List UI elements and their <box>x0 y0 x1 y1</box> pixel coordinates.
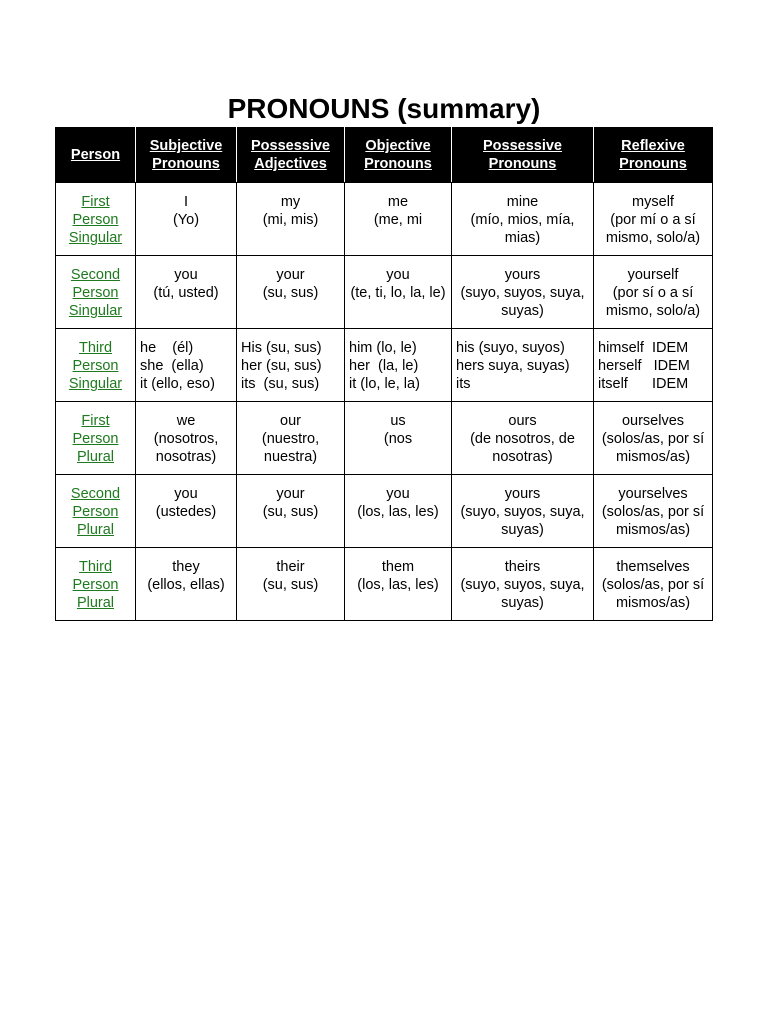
objective-cell: him (lo, le) her (la, le) it (lo, le, la) <box>345 329 452 402</box>
subjective-cell: he (él) she (ella) it (ello, eso) <box>136 329 237 402</box>
person-link-first-person-plural[interactable]: First Person Plural <box>56 402 136 475</box>
possessive-adjective-cell: our (nuestro, nuestra) <box>237 402 345 475</box>
possessive-pronoun-cell: yours (suyo, suyos, suya, suyas) <box>452 256 594 329</box>
header-reflexive-pronouns: Reflexive Pronouns <box>594 128 713 183</box>
table-row <box>56 402 713 475</box>
possessive-adjective-cell: your (su, sus) <box>237 475 345 548</box>
possessive-pronoun-cell: yours (suyo, suyos, suya, suyas) <box>452 475 594 548</box>
objective-cell: us (nos <box>345 402 452 475</box>
subjective-cell: they (ellos, ellas) <box>136 548 237 621</box>
subjective-cell: you (tú, usted) <box>136 256 237 329</box>
person-link-third-person-singular[interactable]: Third Person Singular <box>56 329 136 402</box>
table-row <box>56 548 713 621</box>
person-link-third-person-plural[interactable]: Third Person Plural <box>56 548 136 621</box>
header-possessive-pronouns: Possessive Pronouns <box>452 128 594 183</box>
possessive-adjective-cell: His (su, sus) her (su, sus) its (su, sus) <box>237 329 345 402</box>
header-row <box>56 128 713 183</box>
page-title: PRONOUNS (summary) <box>227 93 541 124</box>
reflexive-cell: themselves (solos/as, por sí mismos/as) <box>594 548 713 621</box>
table-row <box>56 256 713 329</box>
pronouns-table <box>55 127 713 621</box>
person-link-second-person-singular[interactable]: Second Person Singular <box>56 256 136 329</box>
possessive-pronoun-cell: theirs (suyo, suyos, suya, suyas) <box>452 548 594 621</box>
possessive-adjective-cell: your (su, sus) <box>237 256 345 329</box>
person-link-second-person-plural[interactable]: Second Person Plural <box>56 475 136 548</box>
reflexive-cell: myself (por mí o a sí mismo, solo/a) <box>594 183 713 256</box>
reflexive-cell: yourselves (solos/as, por sí mismos/as) <box>594 475 713 548</box>
header-possessive-adjectives: Possessive Adjectives <box>237 128 345 183</box>
reflexive-cell: yourself (por sí o a sí mismo, solo/a) <box>594 256 713 329</box>
person-link-first-person-singular[interactable]: First Person Singular <box>56 183 136 256</box>
table-row <box>56 329 713 402</box>
reflexive-cell: ourselves (solos/as, por sí mismos/as) <box>594 402 713 475</box>
objective-cell: you (los, las, les) <box>345 475 452 548</box>
reflexive-cell: himself IDEM herself IDEM itself IDEM <box>594 329 713 402</box>
possessive-adjective-cell: their (su, sus) <box>237 548 345 621</box>
objective-cell: you (te, ti, lo, la, le) <box>345 256 452 329</box>
subjective-cell: you (ustedes) <box>136 475 237 548</box>
table-row <box>56 183 713 256</box>
header-subjective-pronouns: Subjective Pronouns <box>136 128 237 183</box>
possessive-pronoun-cell: mine (mío, mios, mía, mias) <box>452 183 594 256</box>
subjective-cell: we (nosotros, nosotras) <box>136 402 237 475</box>
objective-cell: them (los, las, les) <box>345 548 452 621</box>
possessive-pronoun-cell: his (suyo, suyos) hers suya, suyas) its <box>452 329 594 402</box>
subjective-cell: I (Yo) <box>136 183 237 256</box>
header-person: Person <box>56 128 136 183</box>
possessive-pronoun-cell: ours (de nosotros, de nosotras) <box>452 402 594 475</box>
possessive-adjective-cell: my (mi, mis) <box>237 183 345 256</box>
table-row <box>56 475 713 548</box>
objective-cell: me (me, mi <box>345 183 452 256</box>
header-objective-pronouns: Objective Pronouns <box>345 128 452 183</box>
